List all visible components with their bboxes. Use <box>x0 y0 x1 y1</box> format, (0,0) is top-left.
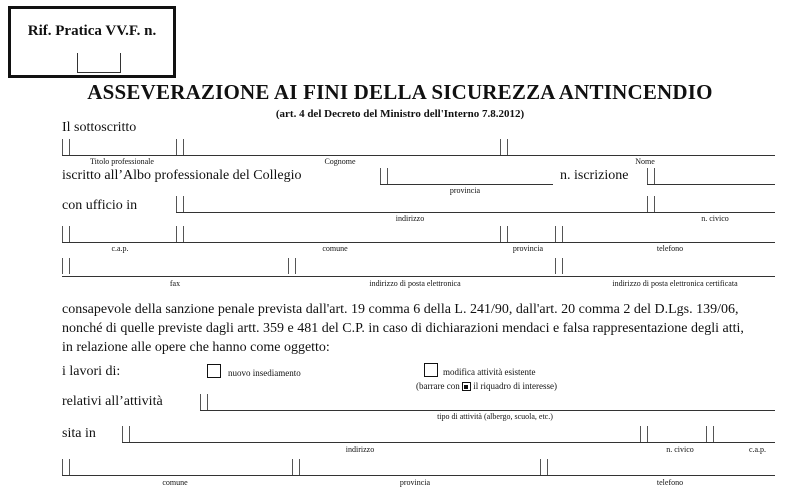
caption-cap-sita: c.a.p. <box>748 445 767 454</box>
caption-indirizzo-ufficio: indirizzo <box>395 214 425 223</box>
declaration-line-1: consapevole della sanzione penale prevista dall'art. 19 comma 6 della L. 241/90, dall'art. 20 comma 2 del D.Lgs. 139/06, <box>62 302 739 317</box>
field-tipo-attivita[interactable] <box>200 394 208 410</box>
caption-indirizzo-sita: indirizzo <box>345 445 375 454</box>
checkbox-nuovo-insediamento[interactable] <box>207 364 221 378</box>
field-email[interactable] <box>288 258 296 274</box>
last-row-line <box>62 475 775 476</box>
caption-civico-ufficio: n. civico <box>701 214 729 223</box>
label-albo: iscritto all’Albo professionale del Collegio <box>62 168 302 183</box>
caption-telefono-sita: telefono <box>656 478 684 487</box>
label-attivita: relativi all’attività <box>62 394 163 409</box>
caption-titolo-professionale: Titolo professionale <box>90 157 154 166</box>
declaration-paragraph <box>62 300 797 357</box>
checkbox-modifica-attivita[interactable] <box>424 363 438 377</box>
ref-pratica-title: Rif. Pratica VV.F. n. <box>27 23 157 39</box>
field-nome[interactable] <box>500 139 508 155</box>
ref-pratica-number-field[interactable] <box>77 53 121 73</box>
field-comune-sita[interactable] <box>62 459 70 475</box>
field-civico-ufficio[interactable] <box>647 196 655 212</box>
label-lavori: i lavori di: <box>62 364 121 379</box>
field-cap-ufficio[interactable] <box>62 226 70 242</box>
row5-line <box>62 276 775 277</box>
field-telefono-ufficio[interactable] <box>555 226 563 242</box>
label-sottoscritto: Il sottoscritto <box>62 120 137 135</box>
row3-line <box>176 212 775 213</box>
ref-pratica-box <box>8 6 176 78</box>
label-n-iscrizione: n. iscrizione <box>560 168 629 183</box>
hint-barrare-after: il riquadro di interesse) <box>473 381 557 391</box>
document-title: ASSEVERAZIONE AI FINI DELLA SICUREZZA ANTINCENDIO <box>87 80 713 104</box>
row1-line <box>62 155 775 156</box>
field-comune-ufficio[interactable] <box>176 226 184 242</box>
caption-civico-sita: n. civico <box>666 445 694 454</box>
caption-comune-ufficio: comune <box>322 244 348 253</box>
row2-provincia-line <box>380 184 553 185</box>
field-titolo-professionale[interactable] <box>62 139 70 155</box>
caption-provincia-ufficio: provincia <box>512 244 544 253</box>
caption-email: indirizzo di posta elettronica <box>369 279 461 288</box>
row2-iscrizione-line <box>647 184 775 185</box>
caption-provincia-albo: provincia <box>449 186 481 195</box>
field-provincia-ufficio[interactable] <box>500 226 508 242</box>
field-n-iscrizione[interactable] <box>647 168 655 184</box>
field-provincia-sita[interactable] <box>292 459 300 475</box>
label-modifica-attivita: modifica attività esistente <box>443 367 536 377</box>
field-indirizzo-sita[interactable] <box>122 426 130 442</box>
caption-cognome: Cognome <box>324 157 356 166</box>
declaration-line-3: in relazione alle opere che hanno come oggetto: <box>62 340 330 355</box>
sita-line <box>122 442 775 443</box>
caption-provincia-sita: provincia <box>399 478 431 487</box>
caption-telefono-ufficio: telefono <box>656 244 684 253</box>
label-ufficio: con ufficio in <box>62 198 138 213</box>
field-civico-sita[interactable] <box>640 426 648 442</box>
declaration-line-2: nonché di quelle previste dagli artt. 359 e 481 del C.P. in caso di dichiarazioni mendaci e falsa rappresentazione degli atti, <box>62 321 744 336</box>
hint-barrare <box>416 381 557 391</box>
field-cap-sita[interactable] <box>706 426 714 442</box>
field-telefono-sita[interactable] <box>540 459 548 475</box>
caption-nome: Nome <box>635 157 655 166</box>
caption-pec: indirizzo di posta elettronica certificata <box>612 279 738 288</box>
field-fax[interactable] <box>62 258 70 274</box>
caption-comune-sita: comune <box>162 478 188 487</box>
hint-barrare-before: (barrare con <box>416 381 460 391</box>
attivita-line <box>200 410 775 411</box>
document-subtitle: (art. 4 del Decreto del Ministro dell'Interno 7.8.2012) <box>275 108 525 120</box>
field-provincia-albo[interactable] <box>380 168 388 184</box>
field-indirizzo-ufficio[interactable] <box>176 196 184 212</box>
label-nuovo-insediamento: nuovo insediamento <box>228 368 301 378</box>
field-cognome[interactable] <box>176 139 184 155</box>
label-sita-in: sita in <box>62 426 96 441</box>
field-pec[interactable] <box>555 258 563 274</box>
caption-tipo-attivita: tipo di attività (albergo, scuola, etc.) <box>437 412 553 421</box>
checked-box-icon <box>462 382 471 391</box>
caption-cap-ufficio: c.a.p. <box>111 244 129 253</box>
caption-fax: fax <box>169 279 181 288</box>
row4-line <box>62 242 775 243</box>
